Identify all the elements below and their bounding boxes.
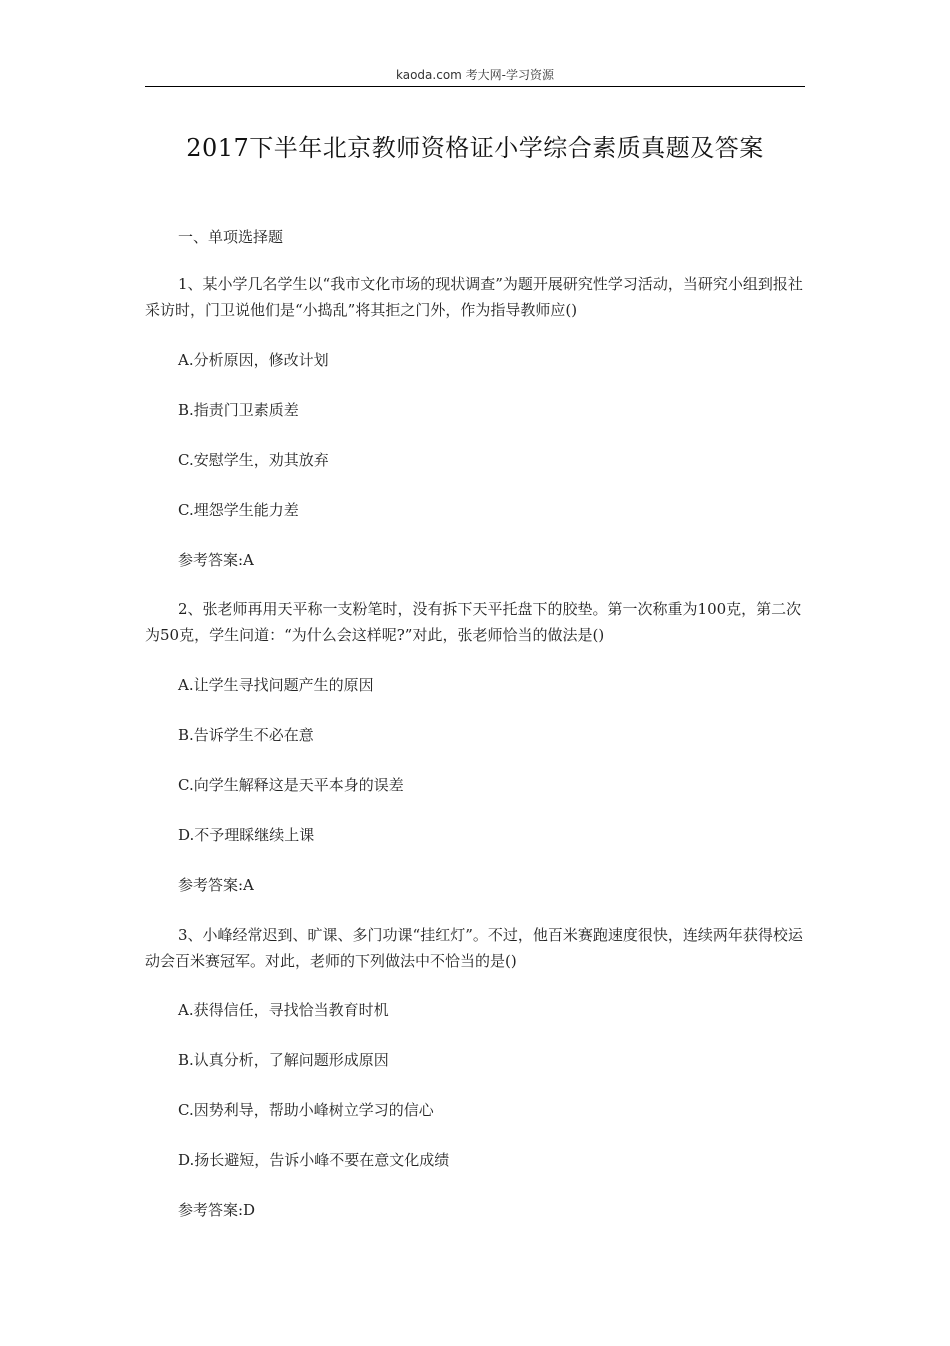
question-1-option-b: B.指责门卫素质差 (178, 401, 299, 419)
question-2-option-c: C.向学生解释这是天平本身的误差 (178, 776, 404, 794)
question-3-option-c: C.因势利导，帮助小峰树立学习的信心 (178, 1101, 434, 1119)
question-3-answer: 参考答案:D (178, 1201, 256, 1219)
question-3-stem: 3、小峰经常迟到、旷课、多门功课“挂红灯”。不过，他百米赛跑速度很快，连续两年获得校运动会百米赛冠军。对此，老师的下列做法中不恰当的是() (145, 926, 803, 970)
question-2-option-a: A.让学生寻找问题产生的原因 (178, 676, 374, 694)
question-1-option-a: A.分析原因，修改计划 (178, 351, 329, 369)
section-heading: 一、单项选择题 (178, 228, 284, 246)
document-title: 2017下半年北京教师资格证小学综合素质真题及答案 (186, 134, 764, 162)
question-2-option-d: D.不予理睬继续上课 (178, 826, 315, 844)
question-3-option-d: D.扬长避短，告诉小峰不要在意文化成绩 (178, 1151, 450, 1169)
question-3-option-b: B.认真分析，了解问题形成原因 (178, 1051, 389, 1069)
header-divider (145, 86, 805, 87)
question-2-answer: 参考答案:A (178, 876, 254, 894)
page-header-source: kaoda.com 考大网-学习资源 (396, 68, 554, 82)
question-1-option-c: C.安慰学生，劝其放弃 (178, 451, 329, 469)
question-1-option-d: C.埋怨学生能力差 (178, 501, 299, 519)
question-1-stem: 1、某小学几名学生以“我市文化市场的现状调查”为题开展研究性学习活动，当研究小组到报社采访时，门卫说他们是“小捣乱”将其拒之门外，作为指导教师应() (145, 275, 803, 319)
question-1-answer: 参考答案:A (178, 551, 254, 569)
question-2-option-b: B.告诉学生不必在意 (178, 726, 314, 744)
question-2-stem: 2、张老师再用天平称一支粉笔时，没有拆下天平托盘下的胶垫。第一次称重为100克，第二次为50克，学生问道：“为什么会这样呢?”对此，张老师恰当的做法是() (145, 600, 802, 644)
question-3-option-a: A.获得信任，寻找恰当教育时机 (178, 1001, 389, 1019)
